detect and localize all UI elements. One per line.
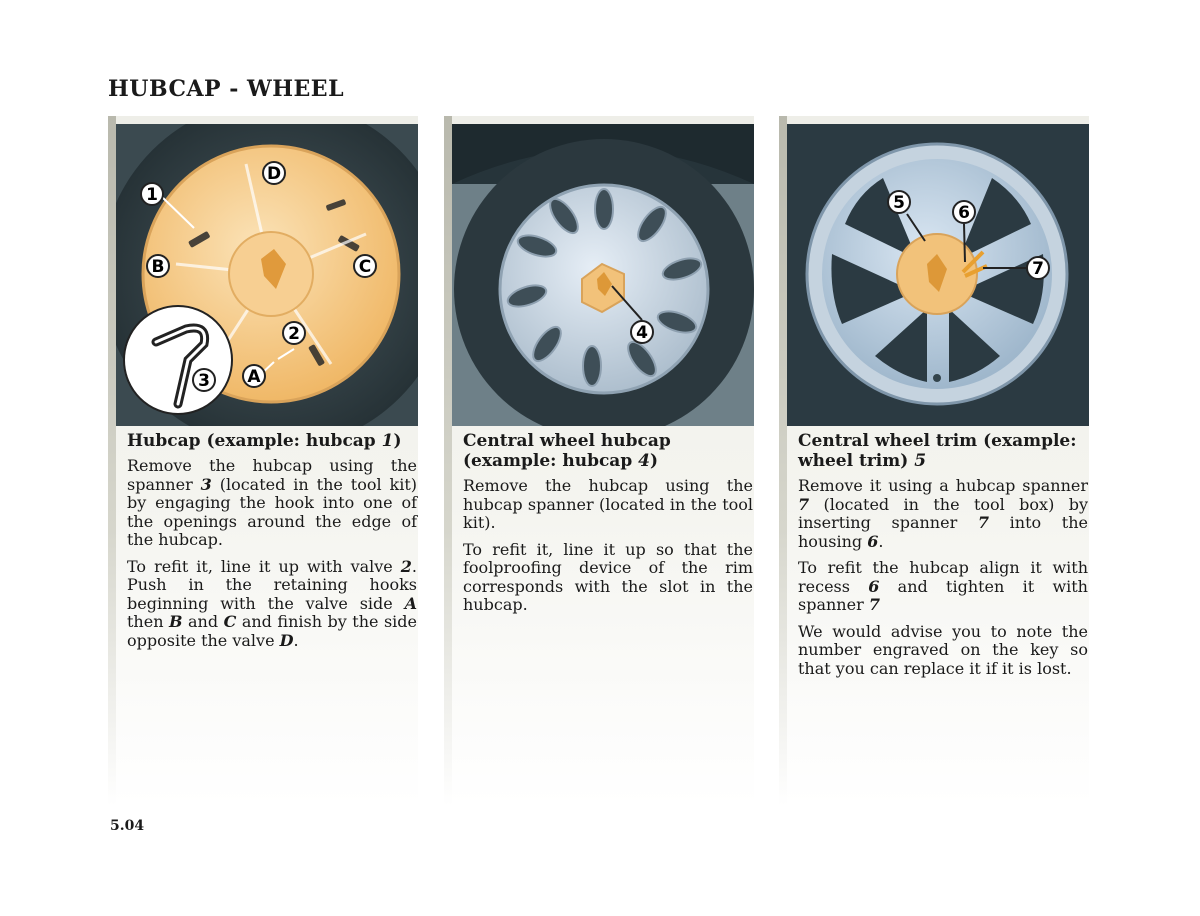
svg-text:A: A [247, 367, 261, 387]
callout-D [263, 162, 285, 184]
paragraph: Remove the hubcap using the hubcap spanner (located in the tool kit). [463, 476, 753, 532]
callout-C [354, 255, 376, 277]
svg-text:2: 2 [288, 324, 300, 344]
section-body [798, 477, 1088, 686]
section-hubcap [108, 116, 418, 806]
paragraph: To refit the hubcap align it with recess 6 and tighten it with spanner 7 [798, 558, 1088, 614]
svg-text:6: 6 [958, 203, 970, 223]
svg-text:7: 7 [1032, 259, 1044, 279]
photo-hubcap [116, 124, 418, 426]
paragraph: To refit it, line it up so that the foolproofing device of the rim corresponds with the slot in the hubcap. [463, 539, 753, 614]
paragraph: To refit it, line it up with valve 2. Push in the retaining hooks beginning with the valve side A then B and C and finish by the side opposite the valve D. [127, 556, 417, 650]
svg-text:3: 3 [198, 371, 210, 391]
svg-text:5: 5 [893, 193, 905, 213]
callout-6 [953, 201, 975, 223]
callout-4 [631, 321, 653, 343]
section-heading: Central wheel trim (example: wheel trim) 5 [798, 431, 1077, 471]
section-body [127, 457, 417, 658]
callout-A [243, 365, 265, 387]
svg-text:1: 1 [146, 185, 158, 205]
photo-central-trim [787, 124, 1089, 426]
paragraph: Remove it using a hubcap spanner 7 (located in the tool box) by inserting spanner 7 into the housing 6. [798, 476, 1089, 551]
svg-text:4: 4 [636, 323, 648, 343]
paragraph: Remove the hubcap using the spanner 3 (located in the tool kit) by engaging the hook into one of the openings around the edge of the hubcap. [127, 456, 417, 549]
page-title: HUBCAP - WHEEL [108, 76, 345, 102]
callout-2 [283, 322, 305, 344]
section-body [463, 477, 753, 623]
callout-3 [193, 369, 215, 391]
callout-B [147, 255, 169, 277]
section-central-trim [779, 116, 1089, 806]
section-heading: Central wheel hubcap (example: hubcap 4) [463, 431, 671, 471]
svg-text:D: D [266, 164, 282, 184]
svg-text:C: C [358, 257, 372, 277]
page-number: 5.04 [110, 818, 145, 834]
section-heading: Hubcap (example: hubcap 1) [127, 431, 402, 451]
paragraph: We would advise you to note the number engraved on the key so that you can replace it if it is lost. [798, 621, 1088, 678]
svg-text:B: B [151, 257, 165, 277]
callout-1 [141, 183, 163, 205]
callout-7 [1027, 257, 1049, 279]
photo-central-hubcap [452, 124, 754, 426]
section-central-hubcap [444, 116, 754, 806]
callout-5 [888, 191, 910, 213]
